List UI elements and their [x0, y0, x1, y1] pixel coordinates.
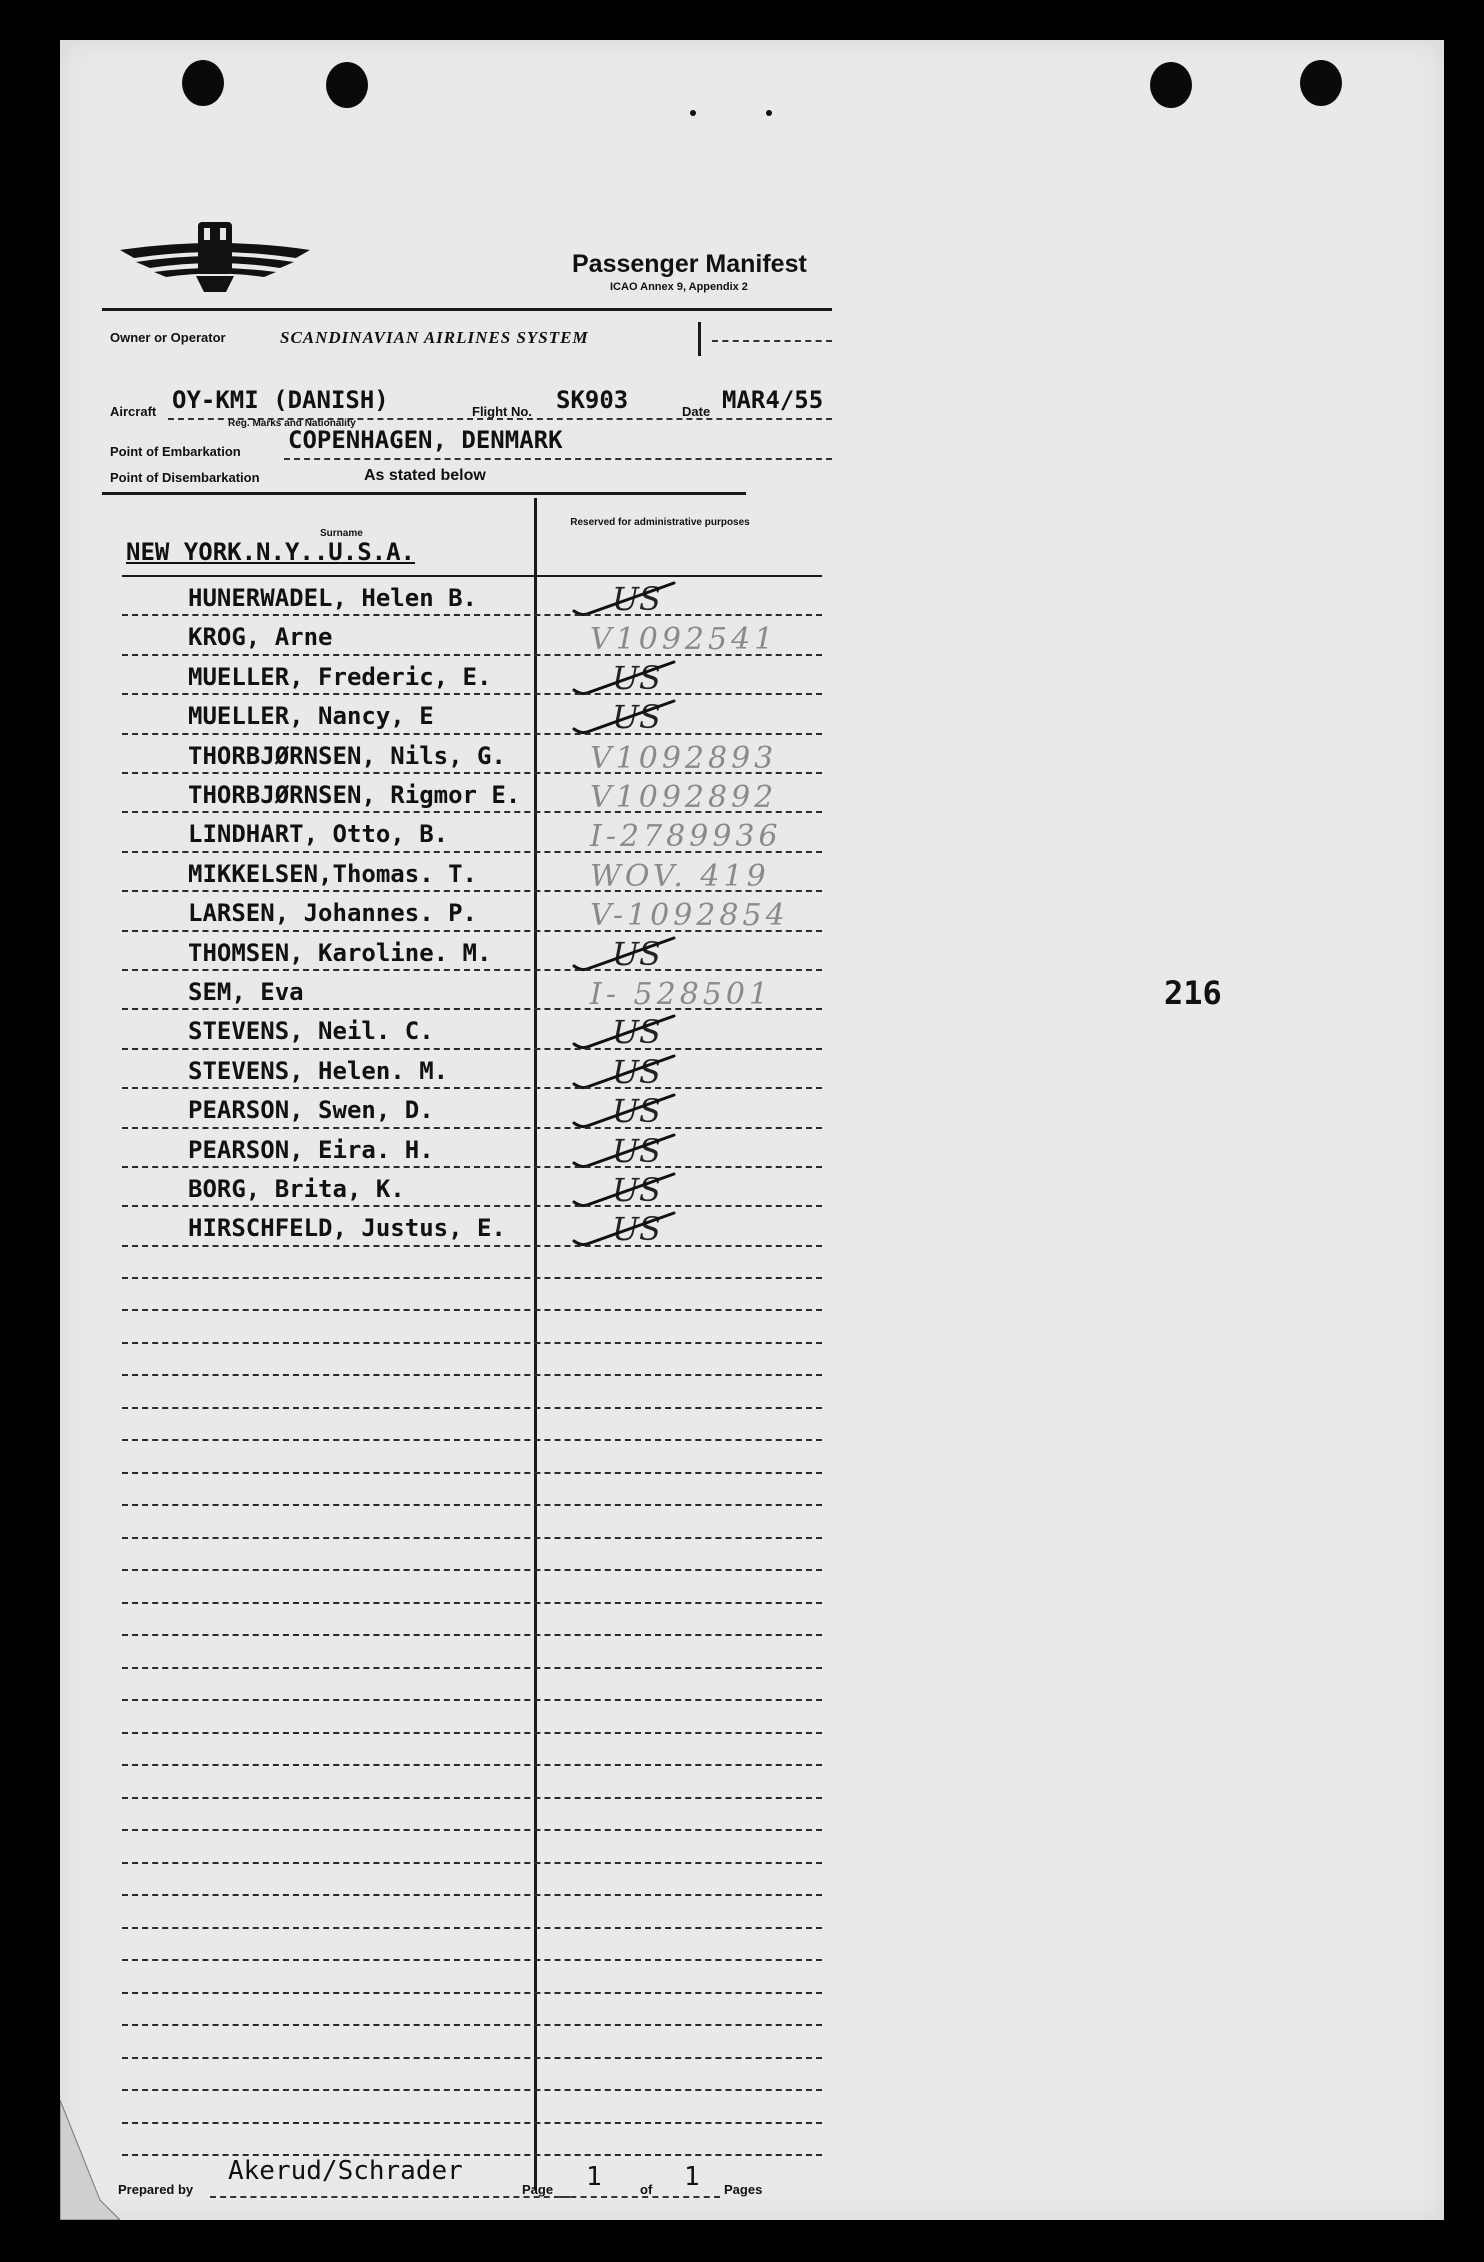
punch-hole: [1300, 60, 1342, 106]
table-row: [122, 932, 822, 971]
blank-row-rule: [122, 1667, 822, 1669]
passenger-name: HUNERWADEL, Helen B.: [188, 584, 477, 612]
admin-entry: US: [612, 1052, 661, 1091]
aircraft-label: Aircraft: [110, 404, 157, 419]
header-divider: [102, 308, 832, 311]
admin-entry: US: [612, 658, 661, 697]
passenger-name: LARSEN, Johannes. P.: [188, 899, 477, 928]
blank-row-rule: [122, 1342, 822, 1344]
disembark-value: As stated below: [364, 467, 486, 484]
blank-row-rule: [122, 1894, 822, 1896]
passenger-name: THOMSEN, Karoline. M.: [188, 938, 492, 967]
passenger-name: KROG, Arne: [188, 623, 333, 652]
blank-row-rule: [122, 2057, 822, 2059]
admin-header-text: Reserved for administrative purposes: [570, 517, 750, 528]
admin-entry: US: [612, 934, 661, 973]
disembark-label: Point of Disembarkation: [110, 470, 260, 485]
passenger-name: MUELLER, Nancy, E: [188, 702, 434, 731]
admin-entry: V1092893: [590, 740, 778, 776]
blank-row-rule: [122, 1797, 822, 1799]
table-row: [122, 853, 822, 892]
admin-entry: V1092541: [590, 622, 778, 658]
admin-entry: US: [612, 1131, 661, 1170]
date-label: Date: [682, 404, 711, 419]
of-label: of: [640, 2182, 653, 2197]
aircraft-sublabel: Reg. Marks and Nationality: [228, 418, 356, 429]
passenger-name: HIRSCHFELD, Justus, E.: [188, 1214, 506, 1243]
prepared-label: Prepared by: [118, 2182, 194, 2197]
table-row: [122, 813, 822, 855]
owner-value: SCANDINAVIAN AIRLINES SYSTEM: [280, 328, 589, 347]
aircraft-value: OY-KMI (DANISH): [172, 386, 389, 414]
speck: [766, 110, 772, 116]
table-top-divider: [102, 492, 746, 495]
admin-entry: US: [612, 1210, 661, 1249]
table-row: [122, 1089, 822, 1131]
punch-hole: [326, 62, 368, 108]
page-subtitle: ICAO Annex 9, Appendix 2: [610, 281, 748, 293]
corner-fold: [60, 2100, 120, 2220]
owner-mark: [698, 322, 701, 356]
admin-entry: WOV. 419: [590, 858, 770, 894]
punch-hole: [182, 60, 224, 106]
aircraft-rule: [168, 418, 832, 420]
table-row: [122, 735, 822, 774]
admin-entry: I- 528501: [590, 977, 773, 1012]
page-stamp-number: 216: [1164, 974, 1222, 1012]
blank-row-rule: [122, 2024, 822, 2026]
date-value: MAR4/55: [722, 386, 824, 414]
table-row: [122, 892, 822, 934]
blank-row-rule: [122, 1992, 822, 1994]
blank-row-rule: [122, 2154, 822, 2156]
embark-label: Point of Embarkation: [110, 444, 241, 459]
passenger-name: LINDHART, Otto, B.: [188, 820, 449, 849]
blank-row-rule: [122, 1277, 822, 1279]
flight-value: SK903: [556, 386, 629, 414]
punch-hole: [1150, 62, 1192, 108]
page-value: 1: [586, 2162, 602, 2192]
blank-row-rule: [122, 1504, 822, 1506]
passenger-name: THORBJØRNSEN, Rigmor E.: [188, 781, 521, 809]
airline-logo-icon: [120, 218, 310, 298]
of-value: 1: [684, 2162, 700, 2192]
admin-entry: US: [612, 580, 661, 618]
row-rule: [122, 1245, 822, 1247]
admin-entry: US: [612, 1092, 661, 1131]
table-row: [122, 577, 822, 616]
blank-row-rule: [122, 1407, 822, 1409]
blank-row-rule: [122, 2089, 822, 2091]
table-row: [122, 1129, 822, 1168]
admin-entry: I-2789936: [590, 819, 782, 855]
table-row: [122, 1168, 822, 1207]
blank-row-rule: [122, 1732, 822, 1734]
owner-rule: [712, 340, 832, 342]
blank-row-rule: [122, 1602, 822, 1604]
blank-row-rule: [122, 1927, 822, 1929]
passenger-name: STEVENS, Helen. M.: [188, 1056, 449, 1085]
checkmark-icon: [570, 1211, 680, 1255]
blank-row-rule: [122, 1309, 822, 1311]
surname-header: Surname: [320, 528, 363, 539]
table-row: [122, 656, 822, 695]
prepared-value: Akerud/Schrader: [228, 2156, 463, 2186]
flight-label: Flight No.: [472, 404, 532, 419]
blank-row-rule: [122, 1862, 822, 1864]
table-row: [122, 1050, 822, 1089]
admin-entry: US: [612, 698, 661, 737]
blank-row-rule: [122, 1439, 822, 1441]
page-label: Page: [522, 2182, 554, 2197]
pages-label: Pages: [724, 2182, 763, 2197]
page-title: Passenger Manifest: [572, 250, 807, 278]
passenger-name: MUELLER, Frederic, E.: [188, 662, 492, 691]
passenger-name: PEARSON, Swen, D.: [188, 1096, 434, 1125]
passenger-name: SEM, Eva: [188, 978, 304, 1006]
table-row: [122, 774, 822, 813]
table-row: [122, 616, 822, 658]
blank-row-rule: [122, 1764, 822, 1766]
passenger-name: MIKKELSEN,Thomas. T.: [188, 859, 477, 888]
admin-header: [560, 516, 760, 530]
blank-row-rule: [122, 1699, 822, 1701]
table-row: [122, 695, 822, 737]
blank-row-rule: [122, 1374, 822, 1376]
blank-row-rule: [122, 1829, 822, 1831]
embark-rule: [284, 458, 832, 460]
blank-row-rule: [122, 1472, 822, 1474]
destination-heading: NEW YORK.N.Y..U.S.A.: [126, 538, 415, 566]
blank-row-rule: [122, 1959, 822, 1961]
admin-entry: US: [612, 1013, 661, 1052]
admin-entry: US: [612, 1171, 661, 1209]
embark-value: COPENHAGEN, DENMARK: [288, 426, 563, 454]
page-rule: [560, 2196, 720, 2198]
blank-row-rule: [122, 1537, 822, 1539]
manifest-sheet: [60, 40, 1444, 2220]
owner-label: Owner or Operator: [110, 330, 226, 345]
passenger-name: BORG, Brita, K.: [188, 1175, 405, 1203]
passenger-name: PEARSON, Eira. H.: [188, 1135, 434, 1164]
passenger-name: STEVENS, Neil. C.: [188, 1017, 434, 1046]
table-row: [122, 1207, 822, 1249]
table-row: [122, 971, 822, 1010]
blank-row-rule: [122, 2122, 822, 2124]
blank-row-rule: [122, 1634, 822, 1636]
admin-entry: V1092892: [590, 780, 778, 815]
admin-entry: V-1092854: [590, 898, 789, 934]
speck: [690, 110, 696, 116]
table-row: [122, 1010, 822, 1052]
passenger-name: THORBJØRNSEN, Nils, G.: [188, 741, 506, 770]
blank-row-rule: [122, 1569, 822, 1571]
prepared-rule: [210, 2196, 570, 2198]
